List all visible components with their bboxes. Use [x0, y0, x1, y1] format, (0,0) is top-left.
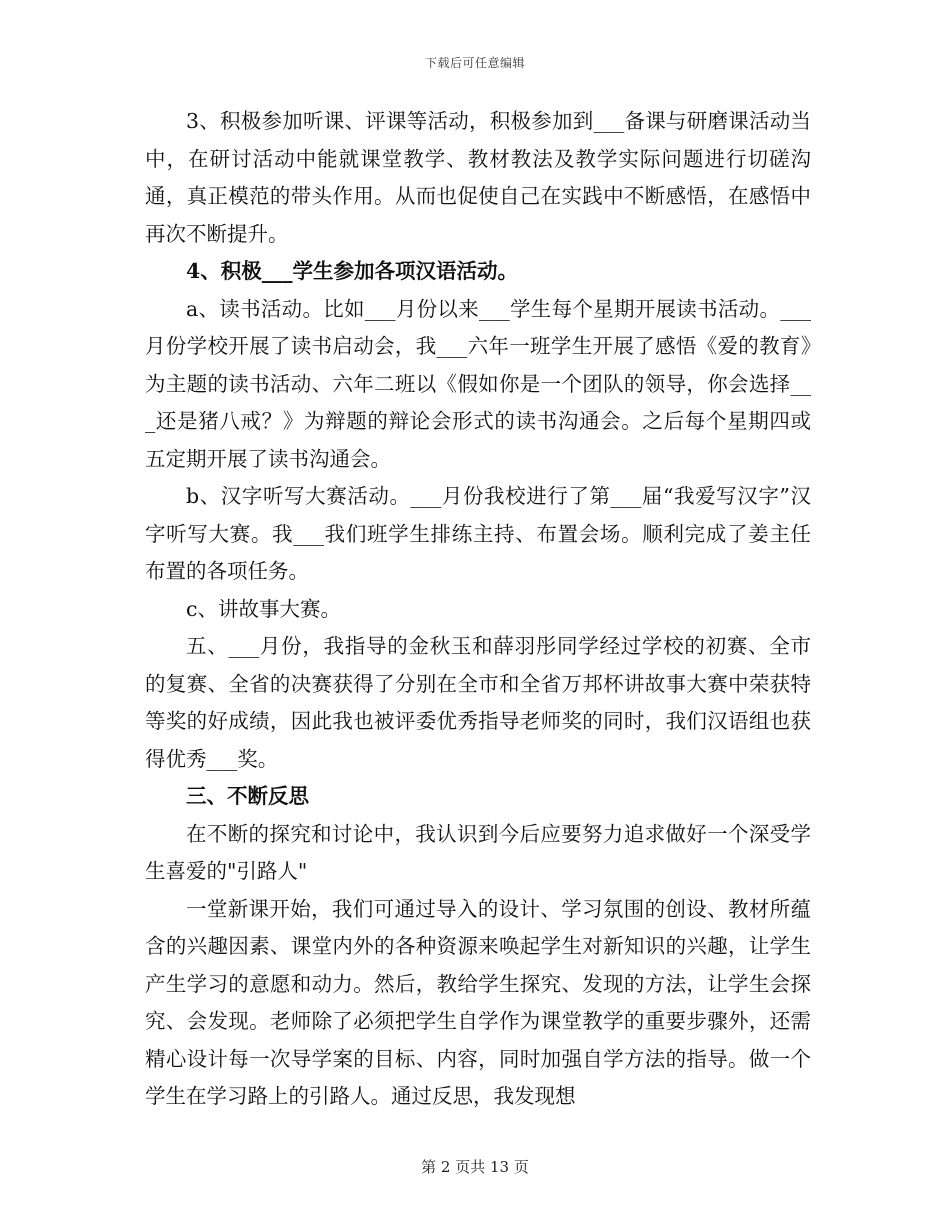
paragraph-reading-activity: a、读书活动。比如___月份以来___学生每个星期开展读书活动。___月份学校开展了读书启动会，我___六年一班学生开展了感悟《爱的教育》为主题的读书活动、六年二班以《假如你是一个团队的领导，你会选择___还是猪八戒？》为辩题的辩论会形式的读书沟通会。之后每个星期四或五定期开展了读书沟通会。	[145, 296, 811, 471]
section-heading-reflection: 三、不断反思	[186, 784, 309, 808]
paragraph-new-lesson: 一堂新课开始，我们可通过导入的设计、学习氛围的创设、教材所蕴含的兴趣因素、课堂内外的各种资源来唤起学生对新知识的兴趣，让学生产生学习的意愿和动力。然后，教给学生探究、发现的方法，让学生会探究、会发现。老师除了必须把学生自学作为课堂教学的重要步骤外，还需精心设计每一次导学案的目标、内容，同时加强自学方法的指导。做一个学生在学习路上的引路人。通过反思，我发现想	[145, 896, 811, 1108]
section-heading-item-4: 4、积极___学生参加各项汉语活动。	[186, 259, 519, 283]
document-body	[145, 103, 811, 1116]
paragraph-item-3: 3、积极参加听课、评课等活动，积极参加到___备课与研磨课活动当中，在研讨活动中能就课堂教学、教材教法及教学实际问题进行切磋沟通，真正模范的带头作用。从而也促使自己在实践中不断感悟，在感悟中再次不断提升。	[145, 109, 811, 246]
paragraph-storytelling-contest: c、讲故事大赛。	[186, 596, 341, 621]
page-number-footer: 第 2 页共 13 页	[421, 1158, 529, 1176]
paragraph-dictation-contest: b、汉字听写大赛活动。___月份我校进行了第___届“我爱写汉字”汉字听写大赛。我___我们班学生排练主持、布置会场。顺利完成了姜主任布置的各项任务。	[145, 484, 811, 583]
page-header: 下载后可任意编辑	[424, 56, 525, 70]
paragraph-awards: 五、___月份，我指导的金秋玉和薛羽彤同学经过学校的初赛、全市的复赛、全省的决赛获得了分别在全市和全省万邦杯讲故事大赛中荣获特等奖的好成绩，因此我也被评委优秀指导老师奖的同时，我们汉语组也获得优秀___奖。	[145, 634, 811, 771]
paragraph-guide-role: 在不断的探究和讨论中，我认识到今后应要努力追求做好一个深受学生喜爱的"引路人"	[145, 821, 811, 883]
